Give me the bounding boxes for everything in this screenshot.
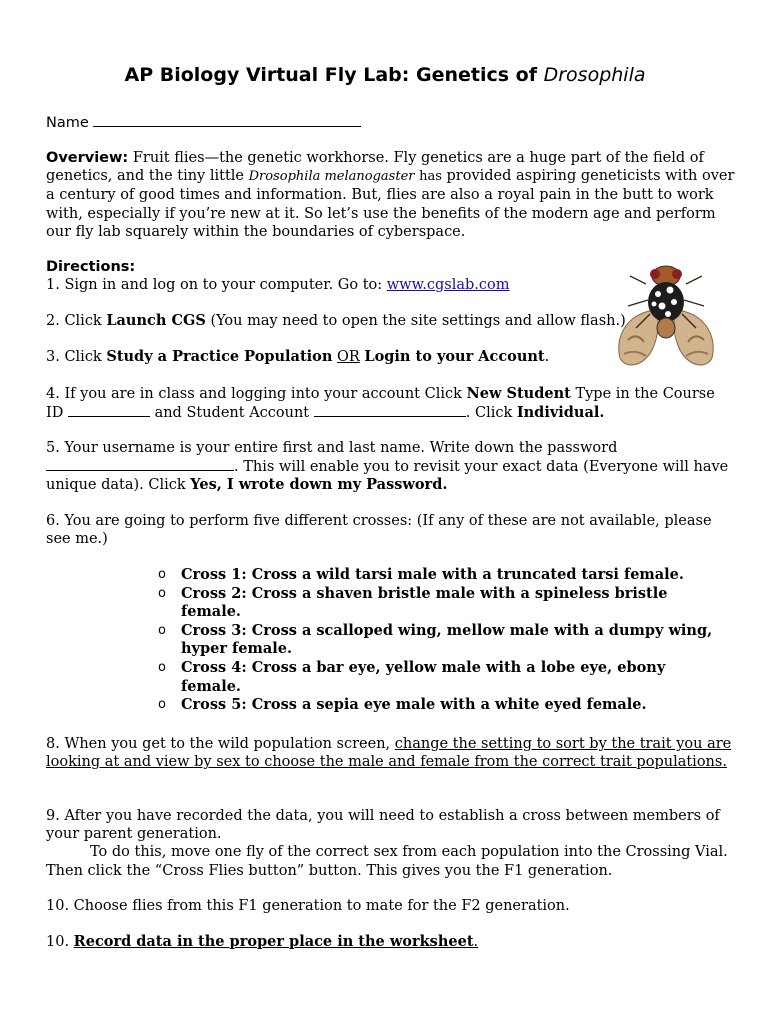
step-5-mid: . This will enable you to revisit your exact data (Everyone will have unique data). Click (46, 459, 729, 494)
overview-has: has (419, 169, 442, 185)
overview-species: Drosophila melanogaster (248, 169, 415, 185)
step-9-text-2: To do this, move one fly of the correct sex from each population into the Crossing Vial. Then click the “Cross Flies button” button. This gives you the F1 generation. (46, 844, 728, 879)
step-4-bold-1: New Student (466, 385, 571, 402)
step-8-underlined: change the setting to sort by the trait you are looking at and view by sex to choose the male and female from the correct trait populations. (46, 736, 732, 771)
cross-text: Cross 2: Cross a shaven bristle male with a spineless bristle female. (181, 584, 668, 621)
password-blank[interactable] (46, 457, 234, 471)
step-8-pre: 8. When you get to the wild population screen, (46, 736, 391, 752)
step-2-pre: 2. Click (46, 313, 102, 329)
title-main: AP Biology Virtual Fly Lab: Genetics of (124, 64, 537, 86)
cross-item (158, 696, 718, 715)
step-6: 6. You are going to perform five different crosses: (If any of these are not available, please see me.) (46, 513, 712, 548)
step-3-bold-1: Study a Practice Population (106, 348, 333, 365)
overview-paragraph (46, 149, 736, 241)
step-10-b-bold: Record data in the proper place in the worksheet (73, 933, 474, 950)
step-4-mid-1: Type in the Course ID (46, 386, 715, 422)
step-10-a: 10. Choose flies from this F1 generation to mate for the F2 generation. (46, 898, 570, 914)
bullet-icon: o (158, 697, 166, 713)
step-3-or: OR (337, 349, 360, 365)
bullet-icon: o (158, 622, 166, 638)
cgslab-link[interactable]: www.cgslab.com (386, 277, 510, 293)
name-label: Name (46, 115, 89, 131)
course-id-blank[interactable] (68, 403, 150, 417)
cross-item (158, 585, 718, 622)
step-10-b-end: . (473, 934, 479, 950)
page-title (0, 64, 770, 86)
step-5 (46, 439, 736, 495)
overview-text-2: provided aspiring geneticists with over a century of good times and information. But, flies are also a royal pain in the butt to work with, especially if you’re new at it. So let’s use the benefits of the modern age and perform our fly lab squarely within the boundaries of cyberspace. (46, 168, 735, 240)
step-10-b (46, 933, 736, 951)
overview-label: Overview: (46, 150, 129, 166)
step-2 (46, 312, 736, 330)
step-2-post: (You may need to open the site settings and allow flash.) (210, 313, 626, 329)
step-8 (46, 735, 736, 771)
cross-item (158, 622, 718, 659)
step-4-pre: 4. If you are in class and logging into your account Click (46, 386, 462, 402)
bullet-icon: o (158, 585, 166, 601)
step-3-bold-2: Login to your Account (364, 348, 545, 365)
student-account-blank[interactable] (314, 403, 466, 417)
step-5-pre: 5. Your username is your entire first and last name. Write down the password (46, 440, 618, 456)
cross-text: Cross 3: Cross a scalloped wing, mellow male with a dumpy wing, hyper female. (181, 621, 713, 658)
step-9 (46, 807, 736, 880)
cross-item (158, 566, 718, 585)
step-5-bold: Yes, I wrote down my Password. (190, 476, 448, 494)
bullet-icon: o (158, 659, 166, 675)
cross-item (158, 659, 718, 696)
step-3 (46, 348, 736, 366)
cross-text: Cross 4: Cross a bar eye, yellow male with a lobe eye, ebony female. (181, 658, 666, 695)
step-3-end: . (544, 349, 550, 365)
name-line (46, 113, 736, 132)
step-9-text-1: 9. After you have recorded the data, you will need to establish a cross between members of your parent generation. (46, 808, 720, 843)
step-4-mid-2: and Student Account (154, 405, 310, 422)
step-3-pre: 3. Click (46, 349, 102, 365)
step-2-bold: Launch CGS (106, 312, 206, 329)
bullet-icon: o (158, 567, 166, 582)
cross-list (158, 566, 718, 715)
title-italic: Drosophila (543, 64, 646, 86)
directions-label: Directions: (46, 259, 136, 275)
step-10-b-pre: 10. (46, 934, 70, 950)
cross-text: Cross 1: Cross a wild tarsi male with a truncated tarsi female. (181, 566, 684, 583)
cross-text: Cross 5: Cross a sepia eye male with a white eyed female. (181, 696, 647, 714)
name-blank[interactable] (93, 113, 361, 127)
step-1-text: 1. Sign in and log on to your computer. Go to: (46, 277, 383, 293)
overview-text-1: Fruit flies—the genetic workhorse. Fly genetics are a huge part of the field of genetics, and the tiny little (46, 150, 704, 185)
step-4-mid-3: . Click (465, 405, 513, 422)
step-4-bold-2: Individual. (516, 404, 605, 422)
step-4 (46, 385, 736, 422)
